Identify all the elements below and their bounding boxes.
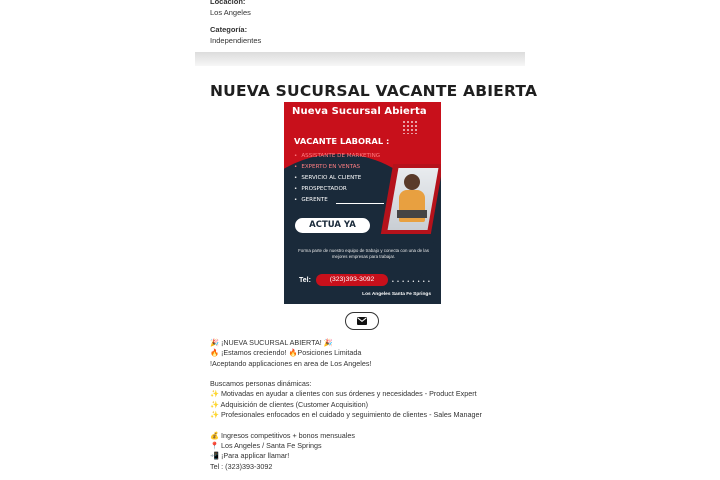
poster-title: Nueva Sucursal Abierta — [292, 106, 427, 117]
poster-job-item: • PROSPECTADOR — [294, 184, 380, 195]
description-gap — [210, 420, 530, 430]
email-contact-button[interactable] — [345, 312, 379, 330]
description-line: ✨ Adquisición de clientes (Customer Acquisition) — [210, 399, 368, 409]
description-line: !Aceptando applicaciones en area de Los Angeles! — [210, 358, 372, 368]
laptop-icon — [397, 210, 427, 218]
description-line: Buscamos personas dinámicas: — [210, 379, 312, 389]
poster-job-item: • ASSISTANTE DE MARKETING — [294, 151, 380, 162]
poster-job-list — [294, 151, 380, 206]
poster-underline — [336, 203, 384, 204]
description-line: 💰 Ingresos competitivos + bonos mensuales — [210, 430, 355, 440]
description-line: 📲 ¡Para applicar llamar! — [210, 451, 290, 461]
poster-heading: VACANTE LABORAL : — [294, 136, 390, 146]
description-line: 🎉 ¡NUEVA SUCURSAL ABIERTA! 🎉 — [210, 338, 333, 347]
description-line: Tel : (323)393-3092 — [210, 461, 273, 471]
poster-job-item: • SERVICIO AL CLIENTE — [294, 173, 380, 184]
description-gap — [210, 369, 530, 379]
poster-cta: ACTUA YA — [295, 218, 370, 233]
person-head-icon — [404, 174, 420, 190]
listing-description — [210, 338, 530, 472]
poster-location: Los Angeles Santa Fe Springs — [362, 292, 431, 297]
category-value: Independientes — [210, 36, 262, 45]
section-divider — [195, 52, 525, 66]
poster-job-item: • EXPERTO EN VENTAS — [294, 162, 380, 173]
listing-info — [210, 0, 530, 45]
description-line: 📍 Los Angeles / Santa Fe Springs — [210, 440, 322, 450]
poster-description: Forma parte de nuestro equipo de trabajo y conecta con una de las mejores empresas para trabajar. — [298, 248, 429, 259]
description-line: 🔥 ¡Estamos creciendo! 🔥Posiciones Limitada — [210, 348, 362, 358]
poster-dot-pattern — [402, 120, 418, 134]
poster-tel-label: Tel: — [299, 277, 311, 284]
poster-job-item: • GERENTE — [294, 195, 380, 206]
location-label: Locación: — [210, 0, 246, 6]
poster-phone: (323)393-3092 — [316, 274, 388, 286]
description-line: ✨ Motivadas en ayudar a clientes con sus órdenes y necesidades - Product Expert — [210, 389, 477, 399]
description-line: ✨ Profesionales enfocados en el cuidado y seguimiento de clientes - Sales Manager — [210, 410, 482, 420]
location-value: Los Angeles — [210, 8, 251, 17]
poster-dots: • • • • • • • • — [392, 279, 431, 285]
envelope-icon — [357, 317, 367, 325]
listing-title: NUEVA SUCURSAL VACANTE ABIERTA — [210, 82, 538, 100]
category-label: Categoría: — [210, 25, 248, 34]
job-poster-image[interactable] — [284, 102, 441, 304]
